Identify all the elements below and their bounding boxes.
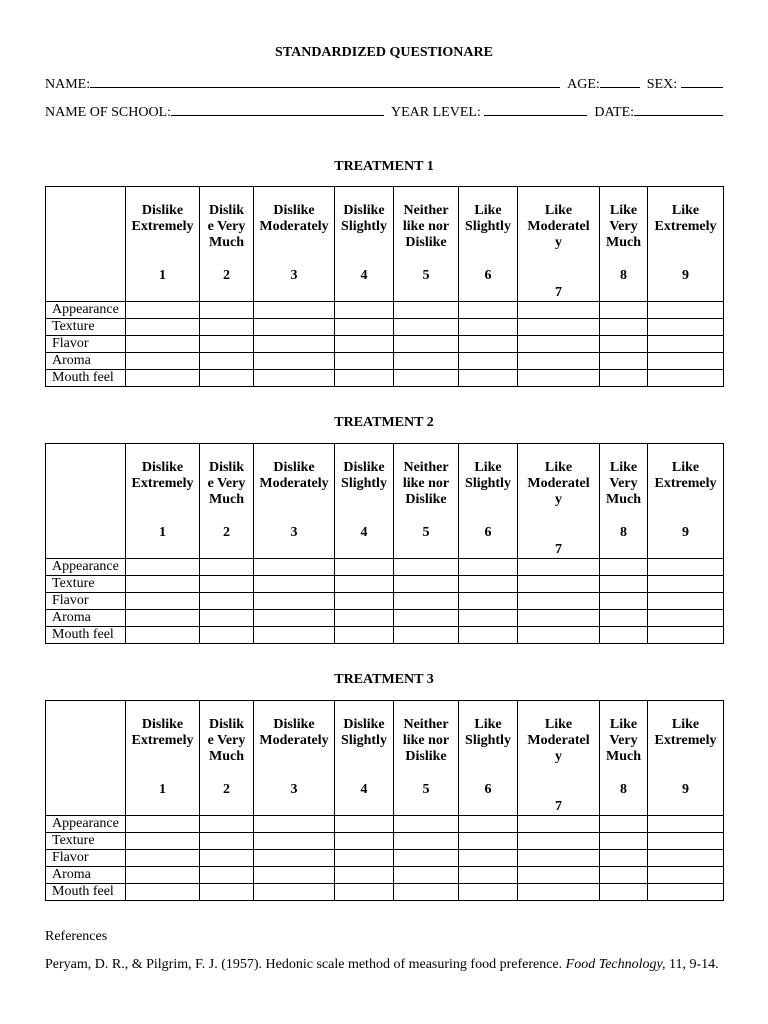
school-field[interactable] [171, 102, 384, 116]
rating-cell[interactable] [335, 884, 394, 901]
rating-cell[interactable] [394, 370, 459, 387]
rating-cell[interactable] [459, 816, 518, 833]
rating-cell[interactable] [600, 833, 648, 850]
scale-label: Like Moderatel y [527, 717, 590, 764]
rating-cell[interactable] [200, 576, 254, 593]
scale-column-header [126, 187, 200, 302]
reference-journal: Food Technology, [565, 957, 666, 972]
scale-column-header [459, 187, 518, 302]
table-row [46, 576, 724, 593]
date-field[interactable] [634, 102, 723, 116]
reference-text: Peryam, D. R., & Pilgrim, F. J. (1957). Hedonic scale method of measuring food preference. [45, 957, 566, 972]
rating-cell[interactable] [648, 833, 724, 850]
rating-cell[interactable] [126, 627, 200, 644]
table-row [46, 884, 724, 901]
rating-cell[interactable] [459, 319, 518, 336]
table-row [46, 627, 724, 644]
attribute-label: Flavor [46, 850, 126, 867]
rating-cell[interactable] [648, 319, 724, 336]
rating-cell[interactable] [254, 336, 335, 353]
treatment-heading: TREATMENT 3 [334, 672, 434, 687]
scale-column-header [648, 187, 724, 302]
scale-number: 3 [290, 268, 298, 283]
table-row [46, 816, 724, 833]
scale-label: Dislike Slightly [341, 717, 387, 748]
rating-cell[interactable] [335, 302, 394, 319]
rating-cell[interactable] [254, 319, 335, 336]
rating-cell[interactable] [200, 319, 254, 336]
scale-number: 5 [422, 525, 430, 540]
year-level-label: YEAR LEVEL: [391, 105, 481, 120]
rating-cell[interactable] [335, 559, 394, 576]
rating-cell[interactable] [600, 627, 648, 644]
rating-cell[interactable] [254, 833, 335, 850]
scale-label: Dislik e Very Much [207, 203, 246, 250]
corner-cell [46, 187, 126, 302]
rating-cell[interactable] [600, 593, 648, 610]
rating-cell[interactable] [518, 559, 600, 576]
table-row [46, 302, 724, 319]
scale-label: Like Extremely [654, 460, 717, 491]
scale-label: Like Slightly [465, 717, 511, 748]
scale-column-header [200, 701, 254, 816]
rating-cell[interactable] [335, 353, 394, 370]
attribute-label: Appearance [46, 302, 126, 319]
rating-cell[interactable] [335, 833, 394, 850]
scale-column-header [518, 701, 600, 816]
scale-label: Dislike Moderately [259, 203, 329, 234]
rating-cell[interactable] [126, 302, 200, 319]
rating-cell[interactable] [394, 576, 459, 593]
rating-cell[interactable] [648, 353, 724, 370]
rating-cell[interactable] [459, 353, 518, 370]
rating-cell[interactable] [394, 884, 459, 901]
name-label: NAME: [45, 77, 91, 92]
scale-column-header [394, 444, 459, 559]
rating-cell[interactable] [126, 850, 200, 867]
table-row [46, 353, 724, 370]
rating-cell[interactable] [648, 610, 724, 627]
attribute-label: Flavor [46, 593, 126, 610]
scale-label: Dislike Extremely [131, 460, 194, 491]
scale-number: 5 [422, 268, 430, 283]
rating-cell[interactable] [335, 627, 394, 644]
table-row [46, 867, 724, 884]
rating-cell[interactable] [600, 610, 648, 627]
rating-cell[interactable] [126, 867, 200, 884]
rating-cell[interactable] [200, 336, 254, 353]
rating-cell[interactable] [335, 867, 394, 884]
scale-number: 8 [620, 268, 627, 283]
attribute-label: Mouth feel [46, 884, 126, 901]
rating-cell[interactable] [600, 319, 648, 336]
rating-cell[interactable] [518, 593, 600, 610]
rating-cell[interactable] [459, 850, 518, 867]
rating-cell[interactable] [394, 816, 459, 833]
attribute-label: Flavor [46, 336, 126, 353]
rating-cell[interactable] [200, 353, 254, 370]
rating-cell[interactable] [648, 850, 724, 867]
rating-cell[interactable] [600, 353, 648, 370]
scale-label: Like Slightly [465, 460, 511, 491]
scale-label: Like Very Much [606, 203, 641, 250]
corner-cell [46, 701, 126, 816]
rating-cell[interactable] [600, 816, 648, 833]
scale-number: 1 [159, 268, 166, 283]
sex-label: SEX: [646, 77, 678, 92]
corner-cell [46, 444, 126, 559]
scale-number: 8 [620, 525, 627, 540]
rating-cell[interactable] [459, 610, 518, 627]
table-row [46, 370, 724, 387]
attribute-label: Aroma [46, 353, 126, 370]
rating-cell[interactable] [335, 850, 394, 867]
rating-cell[interactable] [126, 336, 200, 353]
page-title: STANDARDIZED QUESTIONARE [275, 45, 493, 60]
rating-cell[interactable] [459, 833, 518, 850]
rating-cell[interactable] [648, 576, 724, 593]
scale-number: 6 [484, 782, 492, 797]
rating-cell[interactable] [459, 302, 518, 319]
rating-cell[interactable] [126, 816, 200, 833]
attribute-label: Texture [46, 576, 126, 593]
scale-number: 8 [620, 782, 627, 797]
rating-cell[interactable] [459, 627, 518, 644]
sex-field[interactable] [681, 74, 723, 88]
scale-label: Like Extremely [654, 717, 717, 748]
rating-cell[interactable] [648, 593, 724, 610]
scale-label: Dislike Slightly [341, 460, 387, 491]
rating-cell[interactable] [648, 302, 724, 319]
rating-cell[interactable] [518, 610, 600, 627]
scale-label: Like Slightly [465, 203, 511, 234]
rating-cell[interactable] [254, 559, 335, 576]
scale-column-header [335, 444, 394, 559]
rating-cell[interactable] [200, 593, 254, 610]
rating-cell[interactable] [394, 850, 459, 867]
rating-cell[interactable] [200, 816, 254, 833]
scale-number: 9 [682, 525, 689, 540]
rating-cell[interactable] [394, 610, 459, 627]
rating-cell[interactable] [600, 867, 648, 884]
rating-cell[interactable] [459, 884, 518, 901]
attribute-label: Texture [46, 833, 126, 850]
table-row [46, 319, 724, 336]
attribute-label: Appearance [46, 816, 126, 833]
scale-number: 7 [555, 285, 562, 300]
rating-cell[interactable] [600, 576, 648, 593]
scale-column-header [394, 187, 459, 302]
scale-label: Like Very Much [606, 717, 641, 764]
rating-cell[interactable] [126, 353, 200, 370]
attribute-label: Appearance [46, 559, 126, 576]
scale-column-header [518, 444, 600, 559]
attribute-label: Texture [46, 319, 126, 336]
rating-cell[interactable] [518, 850, 600, 867]
scale-number: 6 [484, 525, 492, 540]
rating-cell[interactable] [394, 353, 459, 370]
rating-cell[interactable] [200, 627, 254, 644]
rating-table [45, 186, 724, 387]
rating-cell[interactable] [648, 559, 724, 576]
scale-label: Like Extremely [654, 203, 717, 234]
rating-cell[interactable] [200, 884, 254, 901]
scale-number: 5 [422, 782, 430, 797]
scale-number: 4 [360, 268, 368, 283]
rating-cell[interactable] [200, 850, 254, 867]
rating-cell[interactable] [254, 610, 335, 627]
rating-cell[interactable] [254, 627, 335, 644]
rating-cell[interactable] [335, 319, 394, 336]
scale-label: Like Very Much [606, 460, 641, 507]
age-label: AGE: [567, 77, 600, 92]
scale-number: 2 [223, 268, 230, 283]
scale-number: 3 [290, 525, 298, 540]
rating-cell[interactable] [518, 336, 600, 353]
scale-label: Neither like nor Dislike [402, 460, 450, 507]
rating-cell[interactable] [459, 593, 518, 610]
rating-table [45, 443, 724, 644]
rating-cell[interactable] [254, 593, 335, 610]
rating-cell[interactable] [126, 559, 200, 576]
scale-column-header [335, 187, 394, 302]
scale-column-header [200, 187, 254, 302]
rating-cell[interactable] [200, 302, 254, 319]
rating-cell[interactable] [518, 302, 600, 319]
rating-cell[interactable] [126, 833, 200, 850]
scale-number: 7 [555, 799, 562, 814]
rating-cell[interactable] [518, 884, 600, 901]
scale-number: 4 [360, 525, 368, 540]
treatment-heading: TREATMENT 1 [334, 159, 434, 174]
rating-cell[interactable] [600, 559, 648, 576]
scale-label: Dislike Slightly [341, 203, 387, 234]
rating-cell[interactable] [126, 319, 200, 336]
rating-cell[interactable] [126, 884, 200, 901]
scale-number: 2 [223, 782, 230, 797]
rating-cell[interactable] [518, 353, 600, 370]
name-field[interactable] [90, 74, 560, 88]
rating-cell[interactable] [394, 336, 459, 353]
rating-cell[interactable] [459, 576, 518, 593]
scale-number: 9 [682, 782, 689, 797]
scale-number: 2 [223, 525, 230, 540]
rating-cell[interactable] [648, 884, 724, 901]
scale-header-row [46, 444, 724, 559]
rating-cell[interactable] [459, 867, 518, 884]
rating-cell[interactable] [459, 370, 518, 387]
scale-label: Like Moderatel y [527, 203, 590, 250]
scale-label: Dislike Moderately [259, 460, 329, 491]
scale-column-header [648, 444, 724, 559]
treatment-heading: TREATMENT 2 [334, 415, 434, 430]
date-label: DATE: [594, 105, 635, 120]
rating-cell[interactable] [200, 610, 254, 627]
scale-column-header [600, 444, 648, 559]
scale-column-header [254, 187, 335, 302]
scale-column-header [600, 187, 648, 302]
scale-label: Dislike Moderately [259, 717, 329, 748]
year-level-field[interactable] [484, 102, 587, 116]
school-row [45, 102, 723, 122]
rating-cell[interactable] [254, 867, 335, 884]
scale-label: Dislike Extremely [131, 203, 194, 234]
scale-column-header [394, 701, 459, 816]
rating-cell[interactable] [459, 559, 518, 576]
rating-cell[interactable] [200, 833, 254, 850]
scale-column-header [518, 187, 600, 302]
scale-header-row [46, 701, 724, 816]
age-field[interactable] [600, 74, 640, 88]
scale-label: Dislik e Very Much [207, 460, 246, 507]
rating-cell[interactable] [600, 336, 648, 353]
school-label: NAME OF SCHOOL: [45, 105, 172, 120]
rating-cell[interactable] [600, 370, 648, 387]
rating-cell[interactable] [254, 302, 335, 319]
table-row [46, 833, 724, 850]
scale-label: Neither like nor Dislike [402, 717, 450, 764]
rating-cell[interactable] [126, 576, 200, 593]
rating-cell[interactable] [648, 627, 724, 644]
rating-cell[interactable] [126, 593, 200, 610]
scale-label: Like Moderatel y [527, 460, 590, 507]
scale-column-header [335, 701, 394, 816]
scale-column-header [200, 444, 254, 559]
rating-cell[interactable] [518, 833, 600, 850]
rating-cell[interactable] [518, 576, 600, 593]
rating-cell[interactable] [518, 867, 600, 884]
table-row [46, 593, 724, 610]
scale-label: Dislik e Very Much [207, 717, 246, 764]
rating-cell[interactable] [648, 370, 724, 387]
rating-cell[interactable] [394, 319, 459, 336]
rating-cell[interactable] [335, 336, 394, 353]
table-row [46, 559, 724, 576]
attribute-label: Aroma [46, 610, 126, 627]
scale-number: 7 [555, 542, 562, 557]
rating-cell[interactable] [394, 559, 459, 576]
table-row [46, 336, 724, 353]
rating-cell[interactable] [394, 627, 459, 644]
rating-cell[interactable] [394, 302, 459, 319]
rating-cell[interactable] [254, 816, 335, 833]
rating-cell[interactable] [518, 816, 600, 833]
rating-cell[interactable] [254, 850, 335, 867]
rating-cell[interactable] [394, 833, 459, 850]
rating-cell[interactable] [254, 353, 335, 370]
scale-column-header [648, 701, 724, 816]
attribute-label: Aroma [46, 867, 126, 884]
rating-cell[interactable] [200, 370, 254, 387]
scale-label: Neither like nor Dislike [402, 203, 450, 250]
rating-cell[interactable] [648, 816, 724, 833]
rating-cell[interactable] [648, 867, 724, 884]
scale-column-header [126, 701, 200, 816]
rating-cell[interactable] [600, 884, 648, 901]
name-row [45, 74, 723, 94]
rating-cell[interactable] [335, 610, 394, 627]
table-row [46, 850, 724, 867]
rating-cell[interactable] [648, 336, 724, 353]
rating-cell[interactable] [335, 816, 394, 833]
attribute-label: Mouth feel [46, 627, 126, 644]
scale-number: 1 [159, 525, 166, 540]
references-heading: References [45, 929, 108, 944]
rating-cell[interactable] [394, 593, 459, 610]
rating-cell[interactable] [335, 576, 394, 593]
reference-entry [45, 956, 719, 974]
table-row [46, 610, 724, 627]
rating-cell[interactable] [335, 370, 394, 387]
scale-column-header [459, 701, 518, 816]
rating-cell[interactable] [126, 610, 200, 627]
scale-column-header [459, 444, 518, 559]
scale-number: 1 [159, 782, 166, 797]
scale-number: 4 [360, 782, 368, 797]
rating-cell[interactable] [459, 336, 518, 353]
rating-cell[interactable] [126, 370, 200, 387]
scale-number: 3 [290, 782, 298, 797]
rating-cell[interactable] [600, 850, 648, 867]
rating-cell[interactable] [200, 867, 254, 884]
reference-volume: 11, 9-14. [665, 957, 719, 972]
scale-column-header [126, 444, 200, 559]
rating-cell[interactable] [518, 370, 600, 387]
scale-column-header [254, 701, 335, 816]
scale-column-header [600, 701, 648, 816]
rating-cell[interactable] [254, 370, 335, 387]
attribute-label: Mouth feel [46, 370, 126, 387]
scale-number: 9 [682, 268, 689, 283]
rating-cell[interactable] [518, 319, 600, 336]
scale-column-header [254, 444, 335, 559]
rating-cell[interactable] [254, 884, 335, 901]
rating-cell[interactable] [254, 576, 335, 593]
rating-cell[interactable] [600, 302, 648, 319]
rating-cell[interactable] [200, 559, 254, 576]
scale-label: Dislike Extremely [131, 717, 194, 748]
rating-cell[interactable] [518, 627, 600, 644]
rating-table [45, 700, 724, 901]
scale-number: 6 [484, 268, 492, 283]
scale-header-row [46, 187, 724, 302]
rating-cell[interactable] [335, 593, 394, 610]
rating-cell[interactable] [394, 867, 459, 884]
